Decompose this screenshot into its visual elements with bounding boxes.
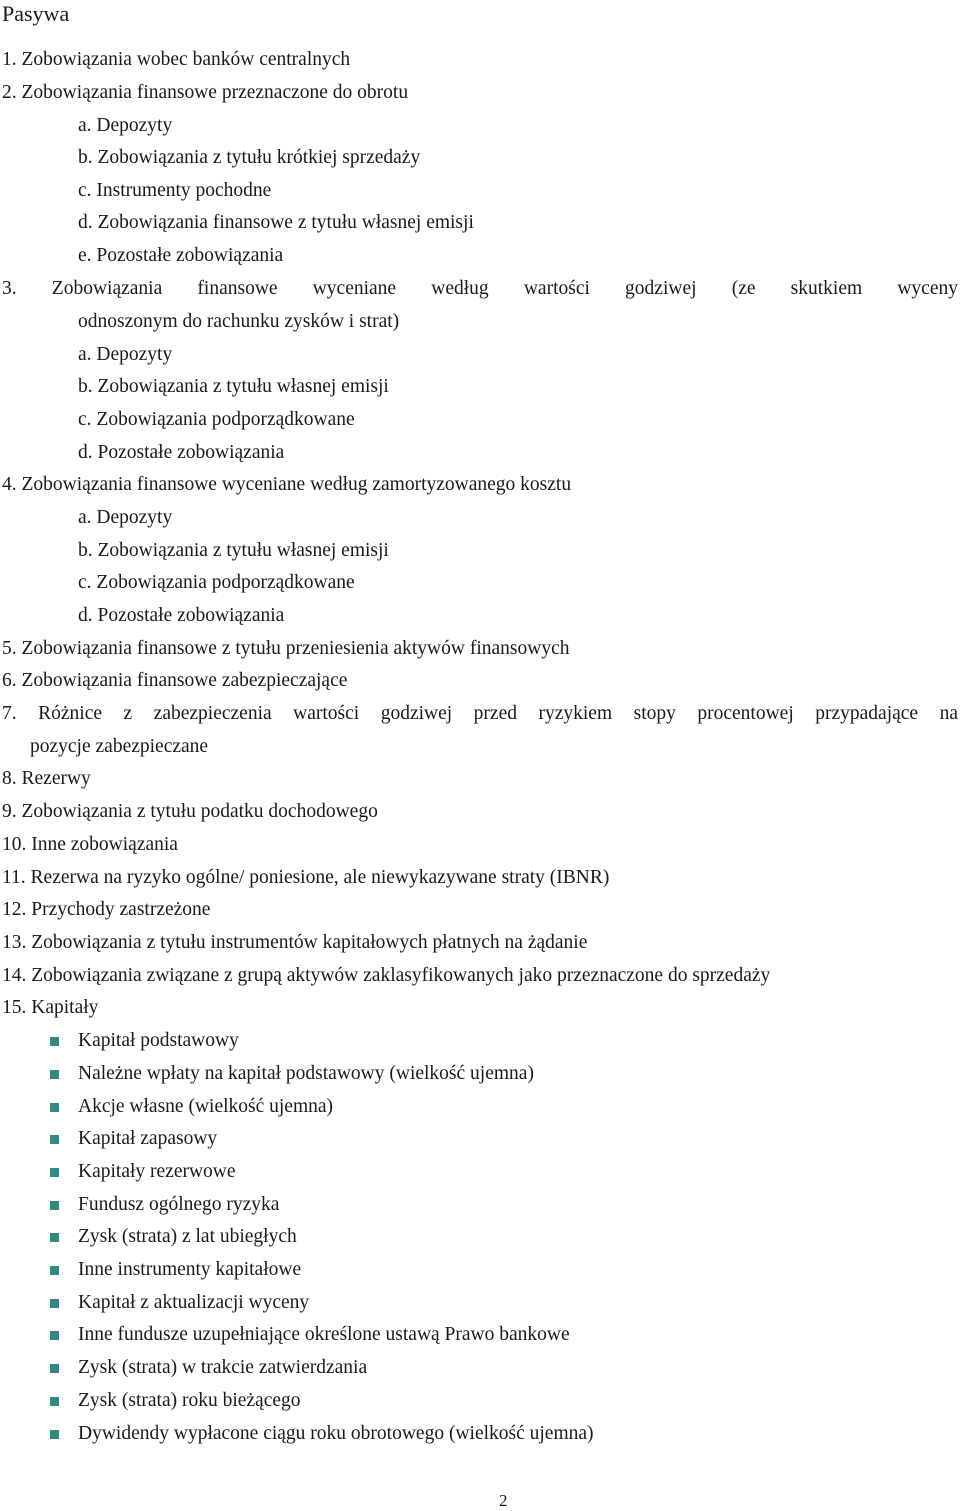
list-item: 4. Zobowiązania finansowe wyceniane według zamortyzowanego kosztu bbox=[2, 474, 572, 495]
list-item: 15. Kapitały bbox=[2, 997, 99, 1018]
list-item: 8. Rezerwy bbox=[2, 768, 91, 789]
list-subitem: e. Pozostałe zobowiązania bbox=[78, 245, 284, 266]
list-subitem: c. Zobowiązania podporządkowane bbox=[78, 572, 355, 593]
list-subitem: c. Zobowiązania podporządkowane bbox=[78, 409, 355, 430]
capital-item: Kapitał z aktualizacji wyceny bbox=[78, 1292, 310, 1313]
list-item: 12. Przychody zastrzeżone bbox=[2, 899, 211, 920]
capital-item: Kapitał zapasowy bbox=[78, 1128, 218, 1149]
capital-item: Zysk (strata) roku bieżącego bbox=[78, 1390, 301, 1411]
square-bullet-icon bbox=[50, 1397, 59, 1406]
capital-item: Zysk (strata) w trakcie zatwierdzania bbox=[78, 1357, 368, 1378]
list-item: 7. Różnice z zabezpieczenia wartości godziwej przed ryzykiem stopy procentowej przypadające na bbox=[2, 703, 958, 724]
square-bullet-icon bbox=[50, 1135, 59, 1144]
capital-item: Kapitał podstawowy bbox=[78, 1030, 239, 1051]
list-item-continuation: pozycje zabezpieczane bbox=[30, 736, 209, 757]
list-subitem: a. Depozyty bbox=[78, 507, 173, 528]
list-item: 10. Inne zobowiązania bbox=[2, 834, 178, 855]
square-bullet-icon bbox=[50, 1168, 59, 1177]
capital-item: Dywidendy wypłacone ciągu roku obrotowego (wielkość ujemna) bbox=[78, 1423, 594, 1444]
list-item: 9. Zobowiązania z tytułu podatku dochodowego bbox=[2, 801, 378, 822]
page-number: 2 bbox=[499, 1491, 508, 1510]
list-subitem: a. Depozyty bbox=[78, 115, 173, 136]
square-bullet-icon bbox=[50, 1037, 59, 1046]
list-item: 14. Zobowiązania związane z grupą aktywów zaklasyfikowanych jako przeznaczone do sprzedaży bbox=[2, 965, 771, 986]
capital-item: Fundusz ogólnego ryzyka bbox=[78, 1194, 280, 1215]
square-bullet-icon bbox=[50, 1070, 59, 1079]
list-item: 11. Rezerwa na ryzyko ogólne/ poniesione, ale niewykazywane straty (IBNR) bbox=[2, 867, 610, 888]
list-subitem: d. Pozostałe zobowiązania bbox=[78, 442, 285, 463]
page-title: Pasywa bbox=[2, 1, 70, 26]
list-item: 3. Zobowiązania finansowe wyceniane według wartości godziwej (ze skutkiem wyceny bbox=[2, 278, 958, 299]
list-item: 13. Zobowiązania z tytułu instrumentów kapitałowych płatnych na żądanie bbox=[2, 932, 588, 953]
list-subitem: c. Instrumenty pochodne bbox=[78, 180, 272, 201]
square-bullet-icon bbox=[50, 1266, 59, 1275]
list-subitem: d. Zobowiązania finansowe z tytułu własnej emisji bbox=[78, 212, 474, 233]
square-bullet-icon bbox=[50, 1103, 59, 1112]
list-subitem: d. Pozostałe zobowiązania bbox=[78, 605, 285, 626]
capital-item: Kapitały rezerwowe bbox=[78, 1161, 236, 1182]
capital-item: Inne instrumenty kapitałowe bbox=[78, 1259, 302, 1280]
list-item-continuation: odnoszonym do rachunku zysków i strat) bbox=[78, 311, 400, 332]
capital-item: Należne wpłaty na kapitał podstawowy (wielkość ujemna) bbox=[78, 1063, 534, 1084]
square-bullet-icon bbox=[50, 1331, 59, 1340]
square-bullet-icon bbox=[50, 1201, 59, 1210]
capital-item: Zysk (strata) z lat ubiegłych bbox=[78, 1226, 297, 1247]
list-subitem: b. Zobowiązania z tytułu własnej emisji bbox=[78, 540, 389, 561]
list-subitem: b. Zobowiązania z tytułu własnej emisji bbox=[78, 376, 389, 397]
list-item: 6. Zobowiązania finansowe zabezpieczające bbox=[2, 670, 348, 691]
square-bullet-icon bbox=[50, 1364, 59, 1373]
capital-item: Akcje własne (wielkość ujemna) bbox=[78, 1096, 334, 1117]
list-item: 2. Zobowiązania finansowe przeznaczone do obrotu bbox=[2, 82, 409, 103]
square-bullet-icon bbox=[50, 1299, 59, 1308]
list-item: 1. Zobowiązania wobec banków centralnych bbox=[2, 49, 351, 70]
square-bullet-icon bbox=[50, 1233, 59, 1242]
list-subitem: a. Depozyty bbox=[78, 344, 173, 365]
square-bullet-icon bbox=[50, 1430, 59, 1439]
list-item: 5. Zobowiązania finansowe z tytułu przeniesienia aktywów finansowych bbox=[2, 638, 570, 659]
list-subitem: b. Zobowiązania z tytułu krótkiej sprzedaży bbox=[78, 147, 421, 168]
capital-item: Inne fundusze uzupełniające określone ustawą Prawo bankowe bbox=[78, 1324, 570, 1345]
